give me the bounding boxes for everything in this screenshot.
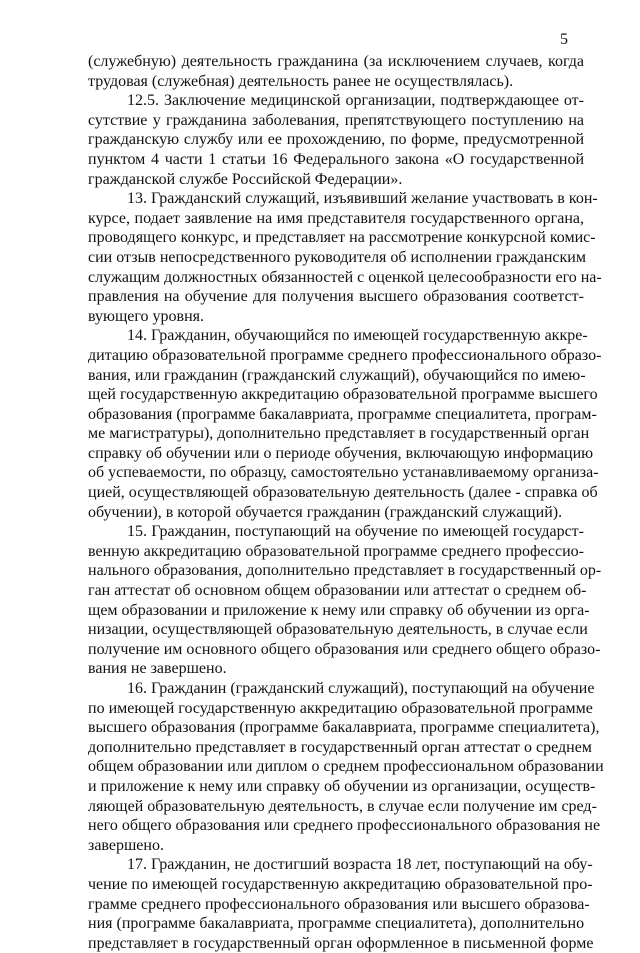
text-line: грамме среднего профессионального образования или высшего образова- — [88, 895, 590, 913]
text-line: сутствие у гражданина заболевания, препятствующего поступлению на — [88, 111, 584, 129]
text-line: 13. Гражданский служащий, изъявивший желание участвовать в кон- — [127, 190, 598, 208]
text-line: 17. Гражданин, не достигший возраста 18 лет, поступающий на обу- — [127, 856, 593, 874]
text-line: 15. Гражданин, поступающий на обучение по имеющей государст- — [127, 523, 584, 541]
text-line: ме магистратуры), дополнительно представляет в государственный орган — [88, 425, 590, 443]
paragraph — [88, 52, 584, 91]
text-line: правления на обучение для получения высшего образования соответст- — [88, 288, 584, 306]
text-line: об успеваемости, по образцу, самостоятельно устанавливаемому организа- — [88, 464, 599, 482]
text-line: курсе, подает заявление на имя представителя государственного органа, — [88, 209, 584, 227]
text-line: служащим должностных обязанностей с оценкой целесообразности его на- — [88, 268, 602, 286]
text-line: венную аккредитацию образовательной программе среднего профессио- — [88, 542, 584, 560]
page-number: 5 — [560, 31, 568, 48]
text-line: вания не завершено. — [88, 660, 227, 678]
text-line: образования (программе бакалавриата, программе специалитета, програм- — [88, 405, 597, 423]
paragraph — [88, 522, 602, 679]
text-line: трудовая (служебная) деятельность ранее не осуществлялась). — [88, 72, 514, 90]
paragraph — [88, 91, 584, 189]
text-line: сии отзыв непосредственного руководителя об исполнении гражданским — [88, 248, 586, 266]
text-line: по имеющей государственную аккредитацию образовательной программе — [88, 699, 593, 717]
text-line: (служебную) деятельность гражданина (за исключением случаев, когда — [88, 53, 584, 70]
text-line: дополнительно представляет в государственный орган аттестат о среднем — [88, 738, 592, 756]
text-line: чение по имеющей государственную аккредитацию образовательной про- — [88, 875, 593, 893]
paragraph — [88, 855, 594, 953]
text-line: проводящего конкурс, и представляет на рассмотрение конкурсной комис- — [88, 229, 596, 247]
text-line: 16. Гражданин (гражданский служащий), поступающий на обучение — [127, 680, 595, 697]
paragraph — [88, 326, 602, 522]
text-line: ляющей образовательную деятельность, в случае если получение им сред- — [88, 797, 597, 815]
text-line: получение им основного общего образования или среднего общего образо- — [88, 640, 601, 658]
text-line: низации, осуществляющей образовательную деятельность, в случае если — [88, 621, 588, 639]
text-line: щей государственную аккредитацию образовательной программе высшего — [88, 386, 598, 404]
text-line: пунктом 4 части 1 статьи 16 Федерального закона «О государственной — [88, 150, 584, 168]
text-line: вующего уровня. — [88, 307, 205, 325]
text-line: него общего образования или среднего профессионального образования не — [88, 817, 601, 835]
text-line: щем образовании и приложение к нему или справку об обучении из орга- — [88, 601, 590, 619]
text-line: дитацию образовательной программе среднего профессионального образо- — [88, 346, 602, 364]
paragraph — [88, 679, 604, 855]
text-line: гражданской службе Российской Федерации». — [88, 170, 403, 188]
text-line: ган аттестат об основном общем образовании или аттестат о среднем об- — [88, 582, 587, 600]
text-line: обучении), в которой обучается гражданин (гражданский служащий). — [88, 503, 563, 521]
text-line: общем образовании или диплом о среднем профессиональном образовании — [88, 758, 604, 776]
text-line: нального образования, дополнительно представляет в государственный ор- — [88, 562, 602, 580]
text-line: ния (программе бакалавриата, программе специалитета), дополнительно — [88, 915, 585, 933]
text-line: высшего образования (программе бакалавриата, программе специалитета), — [88, 719, 600, 737]
text-line: 14. Гражданин, обучающийся по имеющей государственную аккре- — [127, 327, 588, 345]
text-line: и приложение к нему или справку об обучении из организации, осуществ- — [88, 777, 596, 795]
text-line: вания, или гражданин (гражданский служащий), обучающийся по имею- — [88, 366, 586, 384]
document-body — [88, 52, 604, 953]
text-line: гражданскую службу или ее прохождению, по форме, предусмотренной — [88, 131, 584, 149]
text-line: представляет в государственный орган оформленное в письменной форме — [88, 934, 594, 952]
paragraph — [88, 189, 602, 326]
text-line: завершено. — [88, 836, 164, 854]
text-line: цией, осуществляющей образовательную деятельность (далее - справка об — [88, 484, 598, 502]
text-line: 12.5. Заключение медицинской организации, подтверждающее от- — [127, 92, 584, 110]
text-line: справку об обучении или о периоде обучения, включающую информацию — [88, 444, 594, 462]
